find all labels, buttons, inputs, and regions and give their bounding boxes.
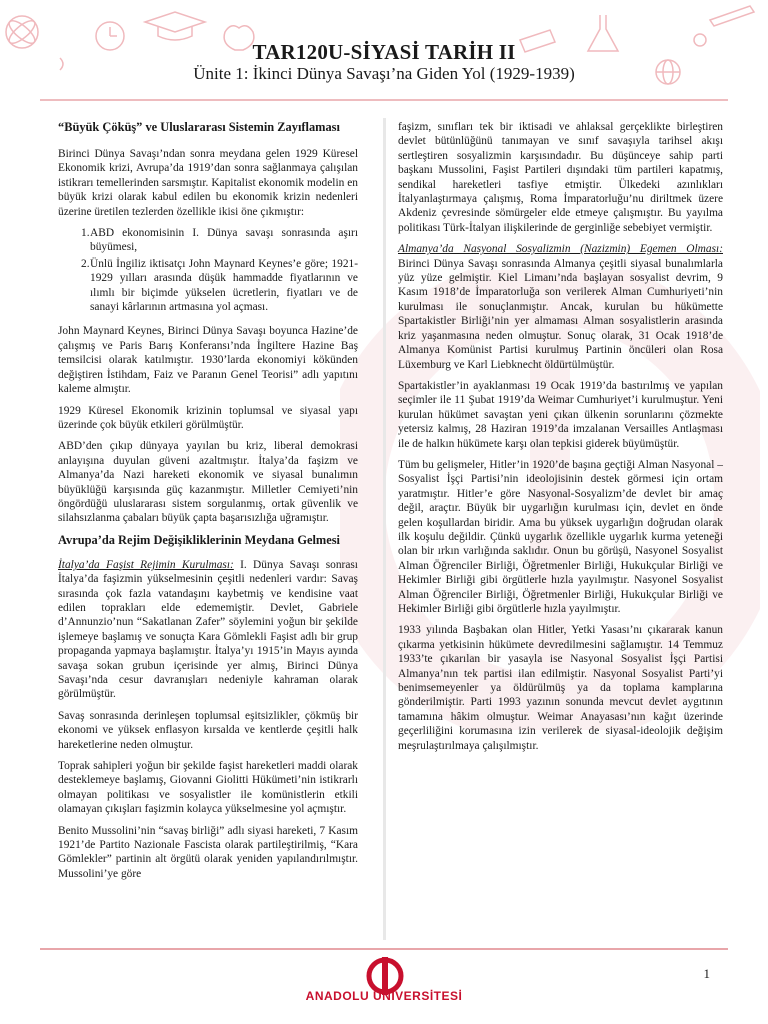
graduation-cap-icon: [145, 12, 205, 32]
section-heading: Avrupa’da Rejim Değişikliklerinin Meydana Gelmesi: [58, 532, 340, 547]
paragraph-text: Birinci Dünya Savaşı sonrasında Almanya çeşitli siyasal bunalımlarla yüz yüze gelmiştir. Kiel Limanı’nda başlayan sosyalist devrim, 9 Kasım 1918’de İmparatorluğa son verilerek Alman Cumhuriyeti’nin kurulması ile sonuçlanmıştır. Ancak, kurulan bu hükümette Spartakistler Birliği’nin yer almaması Alman sosyalistlerin arasında kriz yaşanmasına neden olmuştur. Sonuç olarak, 31 Ocak 1918’de Almanya Komünist Partisi kurulmuş Partinin öncüleri olan Rosa Lüxemburg ve Karl Liebknecht öldürtülmüştür.: [398, 257, 723, 371]
paragraph: Benito Mussolini’nin “savaş birliği” adlı siyasi hareketi, 7 Kasım 1921’de Partito Nazionale Fascista olarak partileştirilmiş, “Kara Gömlekler” partinin alt örgütü olarak yeniden yapılandırılmıştır. Mussolini’ye göre: [58, 824, 358, 880]
paragraph: Savaş sonrasında derinleşen toplumsal eşitsizlikler, çökmüş bir ekonomi ve yüksek enflasyon kırsalda ve kentlerde çeşitli halk hareketlerine neden olmuştur.: [58, 709, 358, 751]
paragraph: John Maynard Keynes, Birinci Dünya Savaşı boyunca Hazine’de çalışmış ve Paris Barış Konferansı’nda İngiltere Hazine Baş temsilcisi olarak katılmıştır. 1930’larda ekonomiyi kökünden değiştiren İstihdam, Faiz ve Paranın Genel Teorisi” adlı yapıtını kaleme almıştır.: [58, 325, 358, 396]
paragraph: 1933 yılında Başbakan olan Hitler, Yetki Yasası’nı çıkararak kanun çıkarma yetkisinin hükümete devredilmesini sağlamıştır. 14 Temmuz 1933’te çıkarılan bir yasayla ise Nasyonal Sosyalist İşçi Partisi Almanya’nın tek partisi ilan edilmiştir. Nasyonal Sosyalist Parti’yi benimsemeyenler ya öldürülmüş ya da toplama kamplarına gönderilmiştir. Parti 1993 yazının sonunda mevcut devlet aygıtının tamamına hâkim olmuştur. Weimar Anayasası’nın kağıt üzerinde geçerliliğini korumasına izin verilerek de siyasal-ideolojik değişim meşrulaştırılmaya çalışılmıştır.: [398, 624, 723, 752]
paragraph: Toprak sahipleri yoğun bir şekilde faşist hareketleri maddi olarak desteklemeye başlamış, Giovanni Giolitti Hükümeti’nin istikrarlı olmayan politikası ve sosyalistler ile komünistlerin etkili olamayan çıkışları faşizmin kolayca yükselmesine yol açmıştır.: [58, 760, 358, 816]
footer-rule: [40, 948, 728, 950]
numbered-list: [58, 226, 358, 314]
paragraph-text: I. Dünya Savaşı sonrası İtalya’da faşizmin yükselmesinin çeşitli nedenleri vardır: Savaş sırasında çok fazla vatandaşını kaybetmiş ve kendisine vaat edilen toprakları elde edememiştir. Devlet, Gabriele d’Annunzio’nun “Sakatlanan Zafer” söylemini yoğun bir şekilde işlemeye başlamış ve sonuçta Kara Gömlekli Faşist adlı bir grup propaganda yapmaya başlamıştır. İtalya’yı 1915’in Mayıs ayında savaşa sokan grubun içerisinde yer almış, Birinci Dünya Savaşı’nda cesur davranışları nedeniyle kahraman olarak görülmüştür.: [58, 558, 358, 701]
paragraph: 1929 Küresel Ekonomik krizinin toplumsal ve siyasal yapı üzerinde çok büyük etkileri görülmüştür.: [58, 404, 358, 431]
run-in-heading: Almanya’da Nasyonal Sosyalizmin (Nazizmin) Egemen Olması:: [398, 243, 723, 256]
course-title: TAR120U-SİYASİ TARİH II: [252, 40, 516, 64]
list-item: [58, 257, 358, 315]
column-divider: [383, 118, 386, 940]
section-heading: “Büyük Çöküş” ve Uluslararası Sistemin Zayıflaması: [58, 120, 340, 134]
pencil-icon: [710, 6, 754, 26]
list-item: [58, 226, 358, 255]
run-in-heading: İtalya’da Faşist Rejimin Kurulması:: [58, 558, 234, 571]
list-number: 1.: [81, 227, 90, 240]
paragraph: Tüm bu gelişmeler, Hitler’in 1920’de başına geçtiği Alman Nasyonal –Sosyalist İşçi Partisi’nin ideolojisinin destek görmesi için ortam yaratmıştır. Hitler’e göre Nasyonal-Sosyalizm’de devlet bir amaç değil, araçtır. Büyük bir uygarlığın kurulması için, devlet en önde gelen koşullardan biridir. Ama bu yüksek uygarlığın doğrudan olarak ilk koşulu değildir. Çünkü uygarlık özellikle uygarlık kurma yeteneği olan bir ırkın varlığında saklıdır. Onun bu görüşü, Nasyonel Sosyalist Alman Öğrenciler Birliği, Öğretmenler Birliği, Hukukçular Birliği ve Hekimler Birliği gibi örgütlerle hızla yayılmıştır. Nasyonel Sosyalist Alman Öğrenciler Birliği, Öğretmenler Birliği, Hukukçular Birliği ve Hekimler Birliği gibi örgütlerle hızla yayılmıştır.: [398, 458, 723, 615]
paragraph: Birinci Dünya Savaşı’ndan sonra meydana gelen 1929 Küresel Ekonomik krizi, Avrupa’da 1919’dan sonra sağlanmaya çalışılan istikrarı temellerinden sarsmıştır. Kapitalist ekonomik modelin en büyük krizi olarak kabul edilen bu ekonomik krizin nedenleri üzerine üretilen tezlerden özellikle ikisi öne çıkmıştır:: [58, 148, 358, 218]
list-number: 2.: [81, 257, 90, 270]
paragraph: ABD’den çıkıp dünyaya yayılan bu kriz, liberal demokrasi anlayışına duyulan güveni azaltmıştır. İtalya’da faşizm ve Almanya’da Nazi hareketi ekonomik ve siyasal bunalımın büyüklüğü karşısında güç kazanmıştır. Milletler Cemiyeti’nin öngördüğü uluslararası sistem sorgulanmış, ortak güvenlik ve silahsızlanma çabaları büyük çapta başarısızlığa uğramıştır.: [58, 440, 358, 525]
paragraph: Spartakistler’in ayaklanması 19 Ocak 1919’da bastırılmış ve yapılan seçimler ile 11 Şubat 1919’da Weimar Cumhuriyet’i kurulmuştur. Yeni kurulan hükümet savaştan yeni çıkan ülkenin sorunlarını çözmekte yetersiz kalmış, 28 Haziran 1919’da imzalanan Versailles Antlaşması ile de halkın hükümete karşı olan tepkisi giderek büyümüştür.: [398, 379, 723, 450]
right-column: [398, 120, 723, 760]
left-column: [58, 118, 358, 888]
university-name: ANADOLU ÜNİVERSİTESİ: [305, 989, 463, 1003]
list-item-text: Ünlü İngiliz iktisatçı John Maynard Keynes’e göre; 1921-1929 yılları arasında düşük hammadde fiyatlarının ve ılımlı bir biçimde yükselen ücretlerin, fiyatları ve de sanayi kârlarının artmasına yol açması.: [90, 257, 358, 314]
list-item-text: ABD ekonomisinin I. Dünya savaşı sonrasında aşırı büyümesi,: [90, 227, 358, 254]
page-number: 1: [703, 966, 710, 981]
unit-title: Ünite 1: İkinci Dünya Savaşı’na Giden Yol (1929-1939): [193, 64, 575, 83]
paragraph: [58, 558, 358, 702]
paragraph: [398, 242, 723, 372]
paragraph: faşizm, sınıfları tek bir iktisadi ve ahlaksal gerçeklikte birleştiren devlet bütünlüğünü tanımayan ve sınıf savaşıyla tarihsel akışı sertleştiren sosyalizmin karşısındadır. Bu düşünceye sahip parti başkanı Mussolini, Faşist Partileri dışındaki tüm partileri kapatmış, sendikal hareketleri tasfiye etmiştir. Ülkedeki azınlıkları İtalyanlaştırmaya çalışmış, Roma İmparatorluğu’nu diriltmek üzere Akdeniz çevresinde sömürgeler elde etmeye çalışmıştır. Bu yayılma politikası Türk-İtalyan ilişkilerinde de gerginliğe sebebiyet vermiştir.: [398, 121, 723, 234]
